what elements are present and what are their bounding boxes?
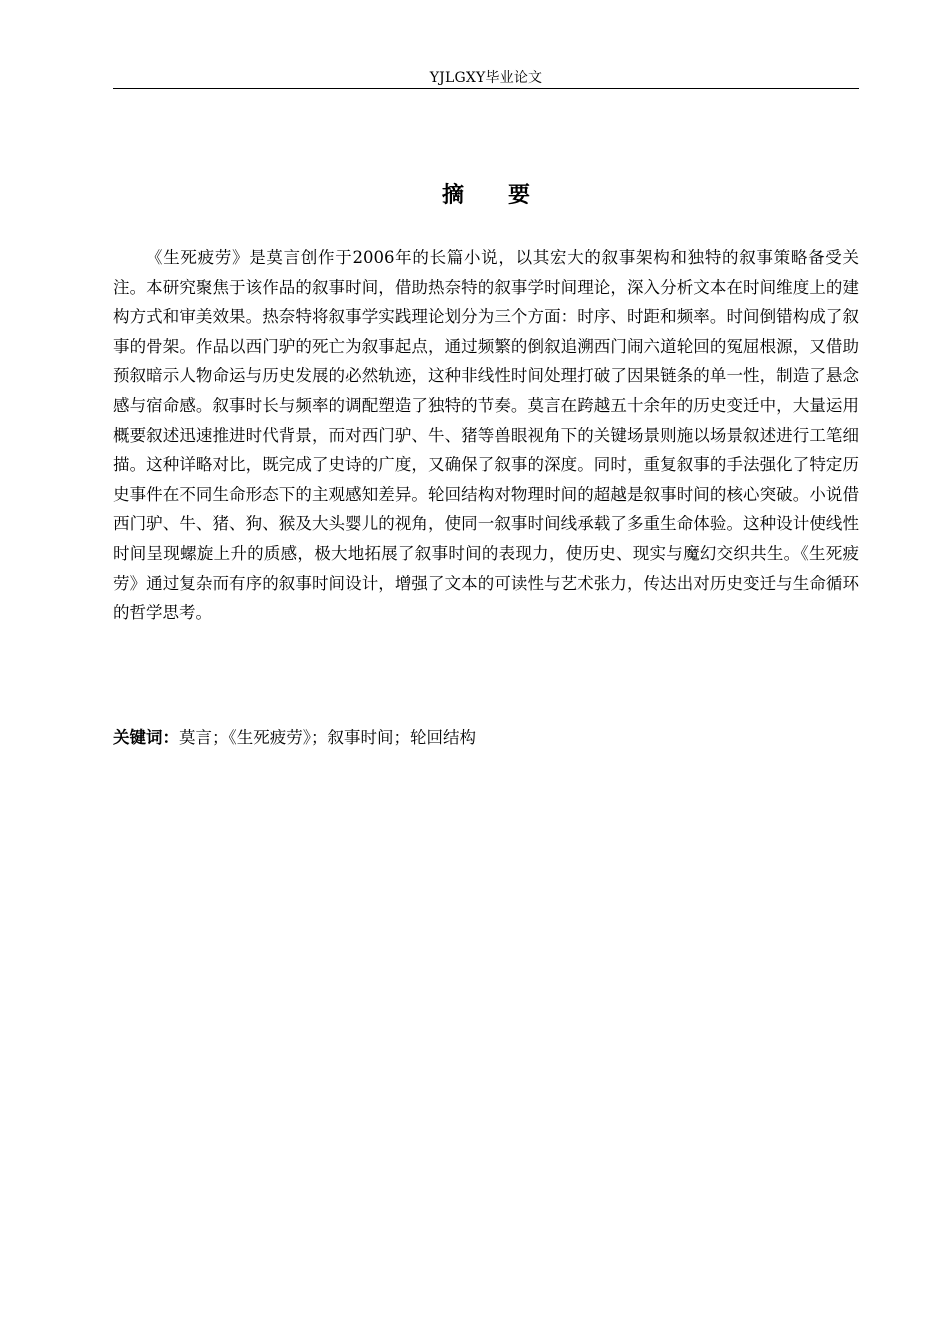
abstract-heading bbox=[113, 178, 859, 212]
keywords-label: 关键词： bbox=[113, 728, 179, 747]
abstract-heading-char-1: 摘 bbox=[441, 182, 464, 208]
keywords-line bbox=[113, 723, 859, 753]
abstract-heading-char-2: 要 bbox=[508, 182, 531, 208]
running-title: YJLGXY毕业论文 bbox=[429, 70, 543, 86]
running-header bbox=[113, 68, 859, 89]
abstract-paragraph: 《生死疲劳》是莫言创作于2006年的长篇小说，以其宏大的叙事架构和独特的叙事策略备受关注。本研究聚焦于该作品的叙事时间，借助热奈特的叙事学时间理论，深入分析文本在时间维度上的建构方式和审美效果。热奈特将叙事学实践理论划分为三个方面：时序、时距和频率。时间倒错构成了叙事的骨架。作品以西门驴的死亡为叙事起点，通过频繁的倒叙追溯西门闹六道轮回的冤屈根源，又借助预叙暗示人物命运与历史发展的必然轨迹，这种非线性时间处理打破了因果链条的单一性，制造了悬念感与宿命感。叙事时长与频率的调配塑造了独特的节奏。莫言在跨越五十余年的历史变迁中，大量运用概要叙述迅速推进时代背景，而对西门驴、牛、猪等兽眼视角下的关键场景则施以场景叙述进行工笔细描。这种详略对比，既完成了史诗的广度，又确保了叙事的深度。同时，重复叙事的手法强化了特定历史事件在不同生命形态下的主观感知差异。轮回结构对物理时间的超越是叙事时间的核心突破。小说借西门驴、牛、猪、狗、猴及大头婴儿的视角，使同一叙事时间线承载了多重生命体验。这种设计使线性时间呈现螺旋上升的质感，极大地拓展了叙事时间的表现力，使历史、现实与魔幻交织共生。《生死疲劳》通过复杂而有序的叙事时间设计，增强了文本的可读性与艺术张力，传达出对历史变迁与生命循环的哲学思考。 bbox=[113, 248, 859, 623]
keywords-text: 莫言；《生死疲劳》；叙事时间；轮回结构 bbox=[179, 728, 476, 747]
